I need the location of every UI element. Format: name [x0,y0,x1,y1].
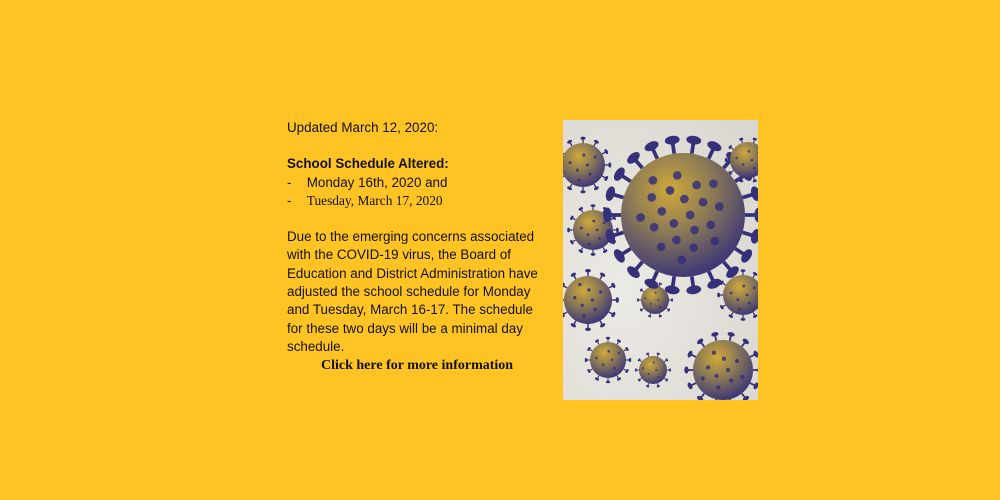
more-info-link[interactable]: Click here for more information [321,358,514,374]
body-line: adjusted the school schedule for Monday [287,284,531,300]
body-line: Education and District Administration have [287,265,538,281]
schedule-item [287,174,549,192]
body-line: schedule. [287,338,345,354]
announcement-body [287,228,549,356]
schedule-item-text: Monday 16th, 2020 and [306,174,448,190]
bullet-dash: - [287,192,292,208]
schedule-item-text: Tuesday, March 17, 2020 [306,192,443,208]
coronavirus-illustration [563,120,758,400]
coronavirus-image [563,120,758,400]
body-line: and Tuesday, March 16-17. The schedule [287,302,533,318]
body-line: with the COVID-19 virus, the Board of [287,247,512,263]
schedule-heading: School Schedule Altered: [287,156,449,172]
bullet-dash: - [287,174,292,190]
updated-date: Updated March 12, 2020: [287,120,439,135]
body-line: for these two days will be a minimal day [287,320,523,336]
body-line: Due to the emerging concerns associated [287,229,535,245]
announcement-text [287,119,549,376]
schedule-item [287,192,549,210]
